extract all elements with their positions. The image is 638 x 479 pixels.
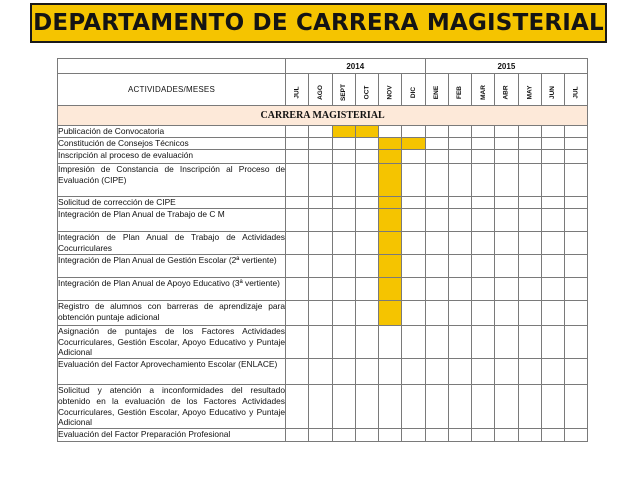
- month-cell-filled: [379, 150, 402, 164]
- month-label: JUL: [572, 85, 580, 99]
- month-cell: [565, 385, 588, 429]
- month-cell-filled: [379, 209, 402, 232]
- activity-row: [58, 428, 588, 441]
- month-cell: [472, 126, 495, 138]
- month-cell: [332, 164, 355, 197]
- activity-label: Publicación de Convocatoria: [58, 126, 165, 136]
- month-cell: [402, 385, 425, 429]
- activity-row: [58, 232, 588, 255]
- month-cell: [472, 209, 495, 232]
- month-cell: [541, 428, 564, 441]
- month-cell: [332, 232, 355, 255]
- month-cell: [541, 164, 564, 197]
- activity-row: [58, 385, 588, 429]
- month-label: JUL: [293, 85, 301, 99]
- month-label: MAR: [479, 84, 487, 100]
- month-cell: [379, 385, 402, 429]
- month-label: ENE: [433, 85, 441, 99]
- month-cell: [355, 232, 378, 255]
- month-cell: [286, 428, 309, 441]
- month-cell: [472, 326, 495, 359]
- month-cell: [379, 326, 402, 359]
- month-cell: [495, 278, 518, 301]
- activity-cell: [58, 197, 286, 209]
- month-cell: [541, 385, 564, 429]
- month-cell: [309, 209, 332, 232]
- month-cell: [425, 232, 448, 255]
- month-cell: [472, 197, 495, 209]
- month-cell: [286, 138, 309, 150]
- activities-header: ACTIVIDADES/MESES: [58, 74, 286, 106]
- month-cell: [472, 278, 495, 301]
- month-cell: [309, 126, 332, 138]
- activity-row: [58, 278, 588, 301]
- month-cell: [402, 255, 425, 278]
- month-cell: [309, 278, 332, 301]
- activity-row: [58, 301, 588, 326]
- month-cell: [309, 197, 332, 209]
- month-header: [286, 74, 309, 106]
- month-cell: [565, 278, 588, 301]
- month-cell: [286, 326, 309, 359]
- month-cell: [332, 385, 355, 429]
- month-cell: [518, 301, 541, 326]
- month-cell: [495, 209, 518, 232]
- month-cell: [402, 359, 425, 385]
- month-label: DIC: [409, 86, 417, 98]
- month-cell: [286, 255, 309, 278]
- month-cell: [355, 278, 378, 301]
- month-cell: [286, 150, 309, 164]
- year-header-spacer: [58, 59, 286, 74]
- month-cell: [495, 301, 518, 326]
- month-cell-filled: [379, 138, 402, 150]
- month-cell: [309, 359, 332, 385]
- month-cell: [565, 209, 588, 232]
- month-cell: [309, 232, 332, 255]
- month-cell: [495, 326, 518, 359]
- activity-label: Inscripción al proceso de evaluación: [58, 150, 194, 160]
- month-cell: [565, 126, 588, 138]
- month-cell: [309, 164, 332, 197]
- month-cell: [518, 150, 541, 164]
- month-header: [472, 74, 495, 106]
- month-cell: [332, 255, 355, 278]
- month-cell: [402, 326, 425, 359]
- month-cell-filled: [379, 197, 402, 209]
- month-cell: [286, 126, 309, 138]
- activity-cell: [58, 150, 286, 164]
- month-cell: [309, 150, 332, 164]
- month-cell: [309, 428, 332, 441]
- month-header: [379, 74, 402, 106]
- month-cell: [332, 209, 355, 232]
- month-cell: [518, 428, 541, 441]
- month-header: [309, 74, 332, 106]
- month-cell: [286, 164, 309, 197]
- activity-label: Integración de Plan Anual de Trabajo de Actividades Cocurriculares: [58, 232, 285, 253]
- activity-label: Solicitud y atención a inconformidades del resultado obtenido en la evaluación de los Factores Actividades Cocurriculares, Gestión Escolar, Apoyo Educativo y Puntaje Adicional: [58, 385, 285, 428]
- month-cell: [309, 255, 332, 278]
- month-cell: [518, 138, 541, 150]
- month-label: ABR: [502, 84, 510, 100]
- month-cell: [355, 209, 378, 232]
- month-cell: [355, 385, 378, 429]
- month-cell: [425, 209, 448, 232]
- month-cell: [472, 138, 495, 150]
- activity-cell: [58, 138, 286, 150]
- month-cell: [518, 385, 541, 429]
- month-cell: [565, 150, 588, 164]
- month-cell-filled: [379, 164, 402, 197]
- month-cell: [425, 150, 448, 164]
- year-header-row: [58, 59, 588, 74]
- month-cell: [402, 301, 425, 326]
- month-header: [495, 74, 518, 106]
- month-cell: [541, 301, 564, 326]
- month-cell: [472, 255, 495, 278]
- month-cell: [472, 150, 495, 164]
- month-cell: [541, 150, 564, 164]
- month-cell: [425, 359, 448, 385]
- month-cell: [518, 255, 541, 278]
- month-header: [355, 74, 378, 106]
- month-cell: [448, 126, 471, 138]
- month-cell: [379, 126, 402, 138]
- month-cell: [448, 278, 471, 301]
- month-header: [565, 74, 588, 106]
- month-cell: [379, 359, 402, 385]
- month-label: NOV: [386, 84, 394, 100]
- activity-label: Constitución de Consejos Técnicos: [58, 138, 189, 148]
- year-header: 2015: [425, 59, 588, 74]
- month-cell: [379, 428, 402, 441]
- month-cell: [541, 126, 564, 138]
- month-cell: [565, 359, 588, 385]
- month-cell: [286, 359, 309, 385]
- month-cell: [425, 255, 448, 278]
- activity-label: Asignación de puntajes de los Factores Actividades Cocurriculares, Gestión Escolar, Apoyo Educativo y Puntaje Adicional: [58, 326, 285, 358]
- activity-cell: [58, 209, 286, 232]
- month-cell: [332, 428, 355, 441]
- month-cell: [518, 359, 541, 385]
- month-cell: [286, 232, 309, 255]
- month-cell-filled: [379, 255, 402, 278]
- activity-label: Solicitud de corrección de CIPE: [58, 197, 176, 207]
- month-cell: [286, 385, 309, 429]
- month-cell: [355, 164, 378, 197]
- month-cell: [472, 385, 495, 429]
- month-cell: [518, 326, 541, 359]
- month-cell-filled: [379, 301, 402, 326]
- month-cell: [332, 197, 355, 209]
- month-cell: [518, 197, 541, 209]
- month-cell: [332, 138, 355, 150]
- month-cell: [448, 150, 471, 164]
- month-cell: [495, 150, 518, 164]
- schedule-table: [57, 58, 588, 442]
- month-cell: [518, 278, 541, 301]
- month-cell: [309, 138, 332, 150]
- month-cell: [565, 326, 588, 359]
- month-cell: [425, 428, 448, 441]
- month-header: [402, 74, 425, 106]
- month-cell: [355, 197, 378, 209]
- month-cell: [425, 164, 448, 197]
- month-cell: [495, 359, 518, 385]
- month-cell: [402, 164, 425, 197]
- activity-cell: [58, 428, 286, 441]
- month-cell: [425, 385, 448, 429]
- activity-row: [58, 126, 588, 138]
- month-label: JUN: [549, 85, 557, 99]
- month-header: [518, 74, 541, 106]
- activity-label: Impresión de Constancia de Inscripción al Proceso de Evaluación (CIPE): [58, 164, 285, 185]
- month-cell: [448, 255, 471, 278]
- month-cell: [286, 301, 309, 326]
- month-cell: [565, 255, 588, 278]
- month-cell: [495, 197, 518, 209]
- month-cell: [332, 301, 355, 326]
- activity-label: Integración de Plan Anual de Trabajo de C M: [58, 209, 225, 219]
- activity-cell: [58, 255, 286, 278]
- month-cell: [541, 138, 564, 150]
- activity-cell: [58, 301, 286, 326]
- month-cell: [448, 197, 471, 209]
- month-cell: [472, 164, 495, 197]
- month-cell: [355, 150, 378, 164]
- month-header: [448, 74, 471, 106]
- month-cell-filled: [402, 138, 425, 150]
- activity-row: [58, 164, 588, 197]
- month-cell: [448, 301, 471, 326]
- month-cell: [425, 138, 448, 150]
- month-cell: [309, 326, 332, 359]
- activity-cell: [58, 164, 286, 197]
- activity-label: Integración de Plan Anual de Apoyo Educativo (3ª vertiente): [58, 278, 280, 288]
- month-cell: [425, 197, 448, 209]
- month-header: [332, 74, 355, 106]
- activity-cell: [58, 385, 286, 429]
- month-cell: [448, 428, 471, 441]
- month-cell: [332, 278, 355, 301]
- month-header: [425, 74, 448, 106]
- month-cell: [425, 126, 448, 138]
- activity-label: Registro de alumnos con barreras de aprendizaje para obtención puntaje adicional: [58, 301, 285, 322]
- month-cell: [355, 138, 378, 150]
- month-cell: [565, 164, 588, 197]
- month-cell-filled: [332, 126, 355, 138]
- month-cell: [495, 164, 518, 197]
- page-title: DEPARTAMENTO DE CARRERA MAGISTERIAL: [33, 10, 604, 36]
- month-header-row: [58, 74, 588, 106]
- month-cell: [518, 164, 541, 197]
- month-cell: [541, 326, 564, 359]
- month-cell: [355, 428, 378, 441]
- activity-row: [58, 197, 588, 209]
- month-cell: [448, 359, 471, 385]
- activity-cell: [58, 326, 286, 359]
- month-label: SEPT: [340, 83, 348, 101]
- month-cell: [495, 428, 518, 441]
- month-cell: [541, 278, 564, 301]
- activity-label: Evaluación del Factor Preparación Profesional: [58, 428, 231, 439]
- activity-label: Evaluación del Factor Aprovechamiento Escolar (ENLACE): [58, 359, 278, 370]
- month-cell-filled: [355, 126, 378, 138]
- month-cell: [565, 138, 588, 150]
- month-cell: [286, 197, 309, 209]
- activity-row: [58, 326, 588, 359]
- month-cell: [402, 232, 425, 255]
- month-cell: [495, 255, 518, 278]
- activity-cell: [58, 232, 286, 255]
- month-label: MAY: [526, 85, 534, 99]
- month-cell: [402, 126, 425, 138]
- month-cell: [518, 126, 541, 138]
- month-cell: [332, 326, 355, 359]
- month-cell: [309, 301, 332, 326]
- month-cell: [332, 359, 355, 385]
- activity-cell: [58, 278, 286, 301]
- activity-label: Integración de Plan Anual de Gestión Escolar (2ª vertiente): [58, 255, 277, 265]
- month-cell: [541, 359, 564, 385]
- section-row: [58, 106, 588, 126]
- month-cell: [448, 232, 471, 255]
- month-cell: [286, 278, 309, 301]
- month-cell: [355, 301, 378, 326]
- month-cell: [425, 278, 448, 301]
- activity-row: [58, 359, 588, 385]
- month-header: [541, 74, 564, 106]
- month-cell: [541, 209, 564, 232]
- month-cell: [355, 359, 378, 385]
- activity-cell: [58, 126, 286, 138]
- month-cell: [448, 138, 471, 150]
- activity-row: [58, 255, 588, 278]
- month-label: AGO: [316, 84, 324, 100]
- month-cell: [518, 209, 541, 232]
- month-cell: [402, 209, 425, 232]
- month-cell: [448, 164, 471, 197]
- month-cell: [495, 138, 518, 150]
- section-title: CARRERA MAGISTERIAL: [58, 106, 588, 126]
- activity-row: [58, 209, 588, 232]
- month-cell: [402, 278, 425, 301]
- month-cell-filled: [379, 232, 402, 255]
- month-label: FEB: [456, 85, 464, 99]
- activity-row: [58, 138, 588, 150]
- month-cell: [565, 232, 588, 255]
- month-label: OCT: [363, 85, 371, 99]
- month-cell: [425, 326, 448, 359]
- month-cell: [541, 232, 564, 255]
- month-cell: [286, 209, 309, 232]
- month-cell: [448, 209, 471, 232]
- month-cell: [332, 150, 355, 164]
- year-header: 2014: [286, 59, 426, 74]
- month-cell: [541, 255, 564, 278]
- month-cell: [355, 255, 378, 278]
- month-cell: [495, 385, 518, 429]
- activity-cell: [58, 359, 286, 385]
- month-cell: [309, 385, 332, 429]
- month-cell: [448, 326, 471, 359]
- month-cell: [472, 359, 495, 385]
- month-cell: [541, 197, 564, 209]
- month-cell: [448, 385, 471, 429]
- month-cell: [565, 197, 588, 209]
- month-cell: [472, 428, 495, 441]
- title-banner: [30, 3, 607, 43]
- month-cell: [402, 150, 425, 164]
- month-cell: [425, 301, 448, 326]
- month-cell: [402, 197, 425, 209]
- month-cell: [565, 301, 588, 326]
- month-cell: [472, 232, 495, 255]
- month-cell: [472, 301, 495, 326]
- activity-row: [58, 150, 588, 164]
- month-cell-filled: [379, 278, 402, 301]
- month-cell: [565, 428, 588, 441]
- month-cell: [495, 232, 518, 255]
- month-cell: [518, 232, 541, 255]
- month-cell: [495, 126, 518, 138]
- month-cell: [402, 428, 425, 441]
- month-cell: [355, 326, 378, 359]
